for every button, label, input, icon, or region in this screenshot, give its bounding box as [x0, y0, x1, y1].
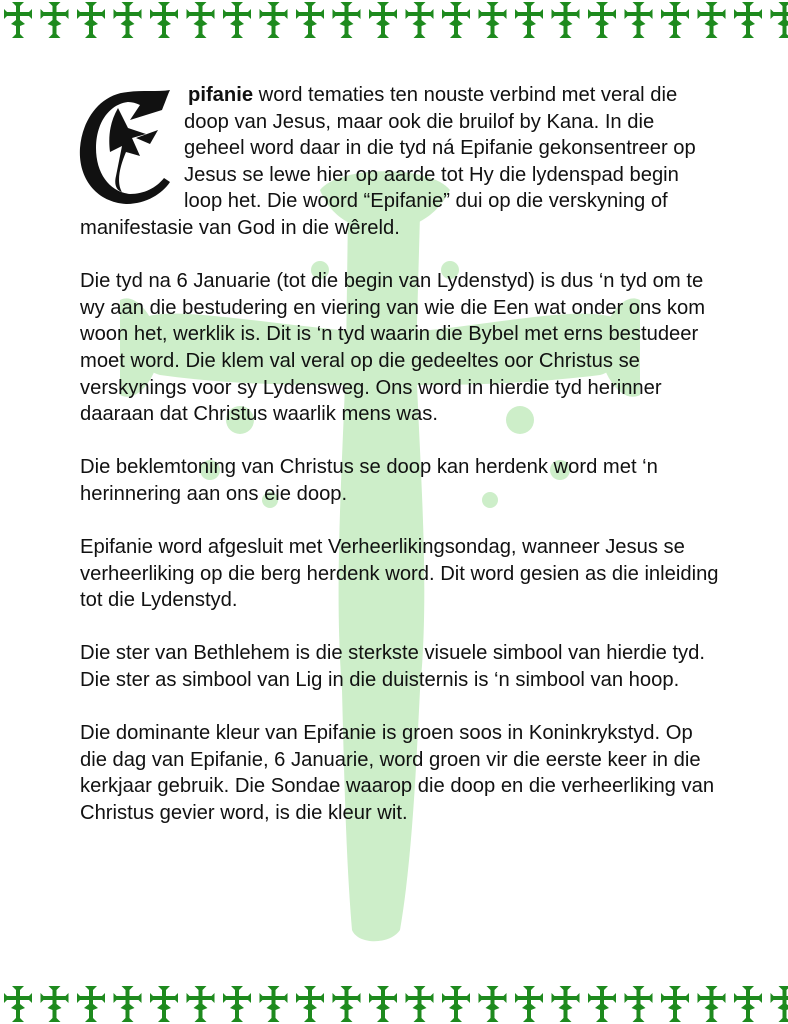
paragraph-liturgical-color: Die dominante kleur van Epifanie is groen soos in Koninkrykstyd. Op die dag van Epifanie, 6 Januarie, word groen vir die eerste keer in die kerkjaar gebruik. Die Sondae waarop die doop en die verheerliking van Christus gevier word, is die kleur wit.	[80, 722, 715, 825]
green-cross-ornament-icon	[4, 2, 32, 38]
green-cross-ornament-icon	[114, 986, 142, 1022]
paragraph-baptism: Die beklemtoning van Christus se doop kan herdenk word met ‘n herinnering aan ons eie doop.	[80, 456, 658, 505]
green-cross-ornament-icon	[771, 986, 788, 1022]
green-cross-ornament-icon	[77, 986, 105, 1022]
bottom-cross-border	[0, 984, 788, 1024]
green-cross-ornament-icon	[41, 986, 69, 1022]
intro-text: word tematies ten nouste verbind met veral die doop van Jesus, maar ook die bruilof by Kana. In die geheel word daar in die tyd ná Epifanie gekonsentreer op Jesus se lewe hier op aarde tot Hy die lydenspad begin loop het. Die woord “Epifanie” dui op die verskyning of manifestasie van God in die wêreld.	[80, 84, 696, 239]
paragraph-transfiguration: Epifanie word afgesluit met Verheerlikingsondag, wanneer Jesus se verheerliking op die berg herdenk word. Dit word gesien as die inleiding tot die Lydenstyd.	[80, 536, 719, 612]
green-cross-ornament-icon	[41, 2, 69, 38]
green-cross-ornament-icon	[223, 2, 251, 38]
green-cross-ornament-icon	[114, 2, 142, 38]
green-cross-ornament-icon	[223, 986, 251, 1022]
green-cross-ornament-icon	[588, 2, 616, 38]
intro-paragraph	[80, 82, 720, 242]
document-body	[80, 82, 720, 853]
green-cross-ornament-icon	[552, 2, 580, 38]
green-cross-ornament-icon	[333, 986, 361, 1022]
green-cross-ornament-icon	[150, 2, 178, 38]
green-cross-ornament-icon	[771, 2, 788, 38]
green-cross-ornament-icon	[406, 2, 434, 38]
green-cross-ornament-icon	[552, 986, 580, 1022]
green-cross-ornament-icon	[296, 2, 324, 38]
green-cross-ornament-icon	[515, 2, 543, 38]
green-cross-ornament-icon	[698, 2, 726, 38]
green-cross-ornament-icon	[515, 986, 543, 1022]
green-cross-ornament-icon	[479, 986, 507, 1022]
green-cross-ornament-icon	[734, 986, 762, 1022]
green-cross-ornament-icon	[369, 986, 397, 1022]
green-cross-ornament-icon	[187, 986, 215, 1022]
green-cross-ornament-icon	[260, 986, 288, 1022]
green-cross-ornament-icon	[698, 986, 726, 1022]
intro-bold-word: pifanie	[188, 84, 254, 106]
green-cross-ornament-icon	[625, 2, 653, 38]
green-cross-ornament-icon	[150, 986, 178, 1022]
green-cross-ornament-icon	[406, 986, 434, 1022]
green-cross-ornament-icon	[588, 986, 616, 1022]
paragraph-time-after-epiphany: Die tyd na 6 Januarie (tot die begin van Lydenstyd) is dus ‘n tyd om te wy aan die bestudering en viering van wie die Een wat onder ons kom woon het, werklik is. Dit is ‘n tyd waarin die Bybel met erns bestudeer moet word. Die klem val veral op die gedeeltes oor Christus se verskynings voor sy Lydensweg. Ons word in hierdie tyd herinner daaraan dat Christus waarlik mens was.	[80, 270, 706, 426]
green-cross-ornament-icon	[734, 2, 762, 38]
green-cross-ornament-icon	[296, 986, 324, 1022]
green-cross-ornament-icon	[187, 2, 215, 38]
top-cross-border	[0, 0, 788, 40]
green-cross-ornament-icon	[77, 2, 105, 38]
green-cross-ornament-icon	[442, 986, 470, 1022]
green-cross-ornament-icon	[661, 986, 689, 1022]
green-cross-ornament-icon	[4, 986, 32, 1022]
green-cross-ornament-icon	[442, 2, 470, 38]
green-cross-ornament-icon	[625, 986, 653, 1022]
green-cross-ornament-icon	[333, 2, 361, 38]
green-cross-ornament-icon	[369, 2, 397, 38]
green-cross-ornament-icon	[661, 2, 689, 38]
gothic-drop-cap-letter-e	[70, 86, 178, 208]
green-cross-ornament-icon	[479, 2, 507, 38]
green-cross-ornament-icon	[260, 2, 288, 38]
paragraph-star-of-bethlehem: Die ster van Bethlehem is die sterkste visuele simbool van hierdie tyd. Die ster as simbool van Lig in die duisternis is ‘n simbool van hoop.	[80, 642, 705, 692]
